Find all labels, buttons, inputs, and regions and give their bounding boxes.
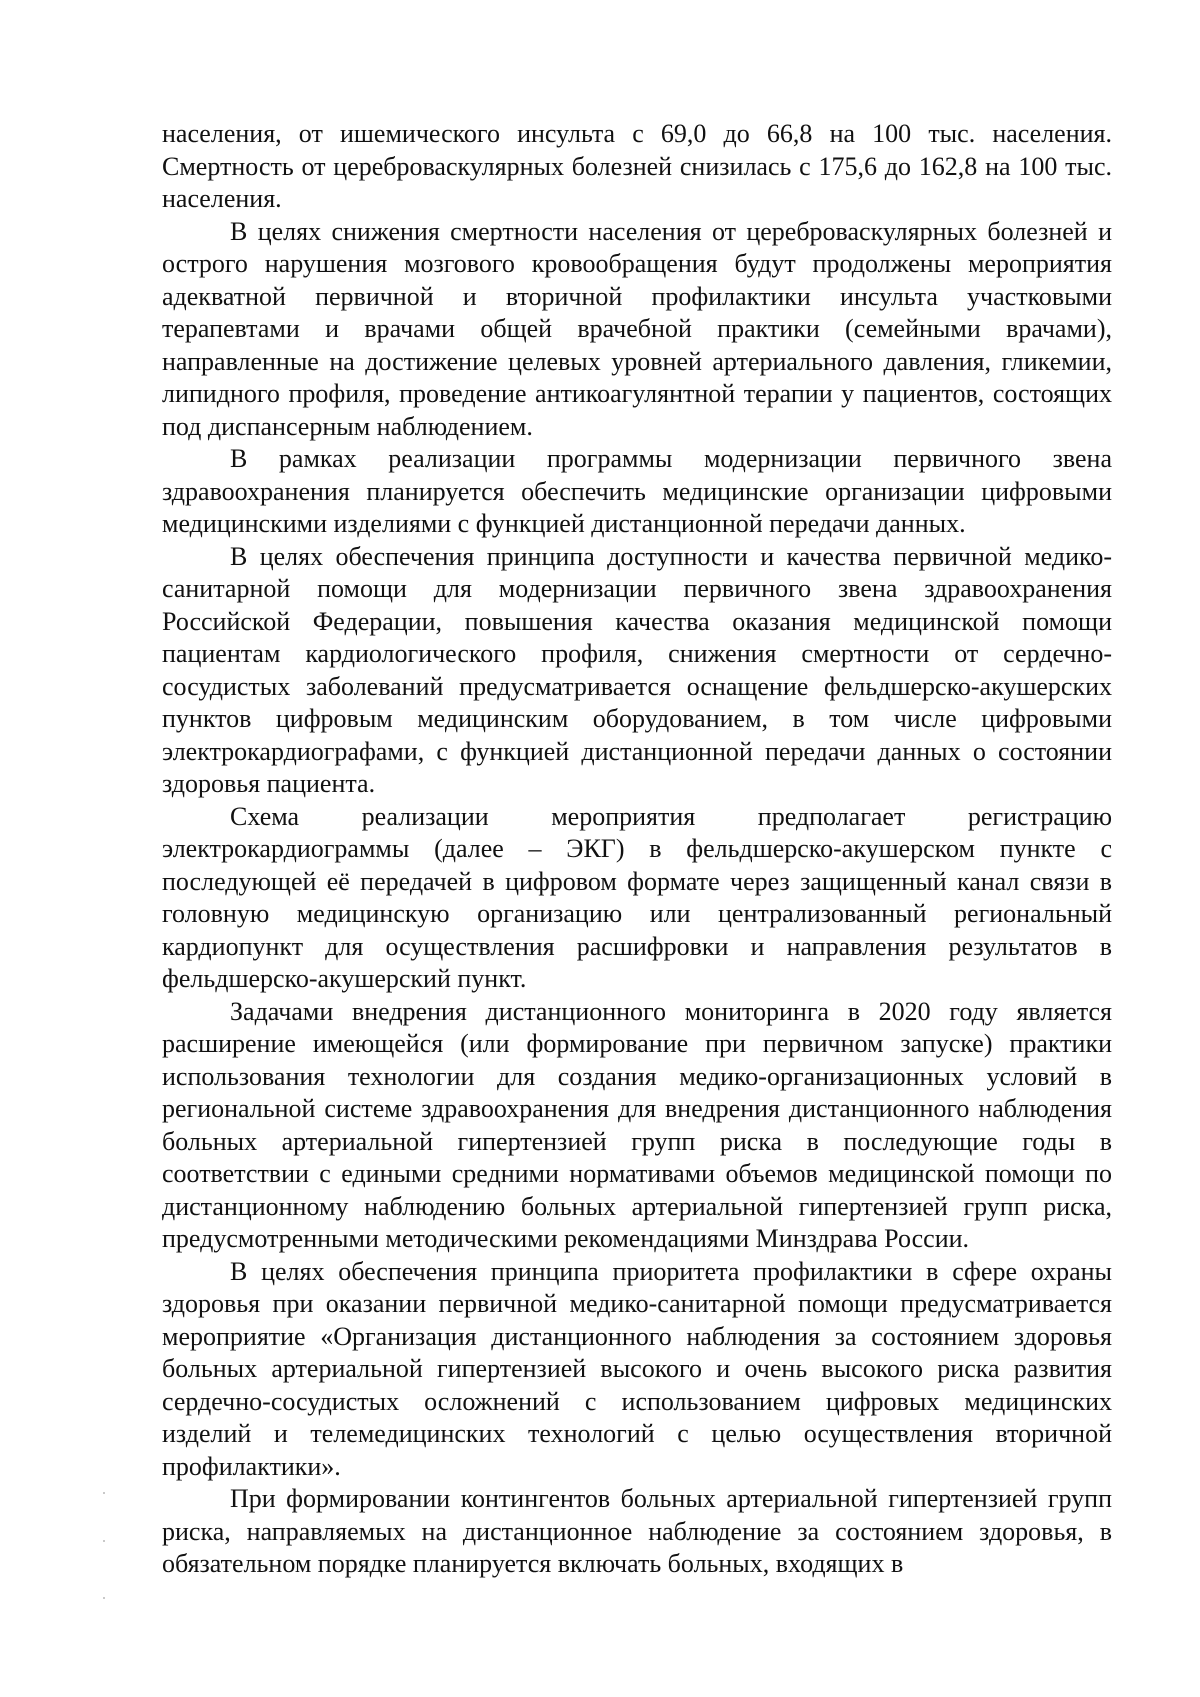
paragraph-accessibility-quality: В целях обеспечения принципа доступности и качества первичной медико-санитарной помощи для модернизации первичного звена здравоохранения Российской Федерации, повышения качества оказания медицинской помощи пациентам кардиологического профиля, снижения смертности от сердечно-сосудистых заболеваний предусматривается оснащение фельдшерско-акушерских пунктов цифровым медицинским оборудованием, в том числе цифровыми электрокардиографами, с функцией дистанционной передачи данных о состоянии здоровья пациента.: [162, 541, 1112, 798]
document-body: [162, 118, 1112, 1581]
scan-artifact-dot: [103, 1597, 105, 1599]
paragraph-stroke-prevention: В целях снижения смертности населения от цереброваскулярных болезней и острого нарушения мозгового кровообращения будут продолжены мероприятия адекватной первичной и вторичной профилактики инсульта участковыми терапевтами и врачами общей врачебной практики (семейными врачами), направленные на достижение целевых уровней артериального давления, гликемии, липидного профиля, проведение антикоагулянтной терапии у пациентов, состоящих под диспансерным наблюдением.: [162, 216, 1112, 441]
paragraph-prevention-priority: В целях обеспечения принципа приоритета профилактики в сфере охраны здоровья при оказании первичной медико-санитарной помощи предусматривается мероприятие «Организация дистанционного наблюдения за состоянием здоровья больных артериальной гипертензией высокого и очень высокого риска развития сердечно-сосудистых осложнений с использованием цифровых медицинских изделий и телемедицинских технологий с целью осуществления вторичной профилактики».: [162, 1256, 1112, 1481]
paragraph-remote-monitoring-tasks: Задачами внедрения дистанционного мониторинга в 2020 году является расширение имеющейся (или формирование при первичном запуске) практики использования технологии для создания медико-организационных условий в региональной системе здравоохранения для внедрения дистанционного наблюдения больных артериальной гипертензией групп риска в последующие годы в соответствии с едиными средними нормативами объемов медицинской помощи по дистанционному наблюдению больных артериальной гипертензией групп риска, предусмотренными методическими рекомендациями Минздрава России.: [162, 996, 1112, 1253]
paragraph-modernization-program: В рамках реализации программы модернизации первичного звена здравоохранения планируется обеспечить медицинские организации цифровыми медицинскими изделиями с функцией дистанционной передачи данных.: [162, 444, 1112, 538]
paragraph-risk-group-formation: При формировании контингентов больных артериальной гипертензией групп риска, направляемых на дистанционное наблюдение за состоянием здоровья, в обязательном порядке планируется включать больных, входящих в: [162, 1484, 1112, 1578]
paragraph-continuation: населения, от ишемического инсульта с 69,0 до 66,8 на 100 тыс. населения. Смертность от цереброваскулярных болезней снизилась с 175,6 до 162,8 на 100 тыс. населения.: [162, 119, 1112, 213]
paragraph-ecg-scheme: Схема реализации мероприятия предполагает регистрацию электрокардиограммы (далее – ЭКГ) в фельдшерско-акушерском пункте с последующей её передачей в цифровом формате через защищенный канал связи в головную медицинскую организацию или централизованный региональный кардиопункт для осуществления расшифровки и направления результатов в фельдшерско-акушерский пункт.: [162, 801, 1112, 993]
scan-artifact-dot: [103, 1492, 105, 1494]
scan-artifact-dot: [103, 1540, 105, 1542]
